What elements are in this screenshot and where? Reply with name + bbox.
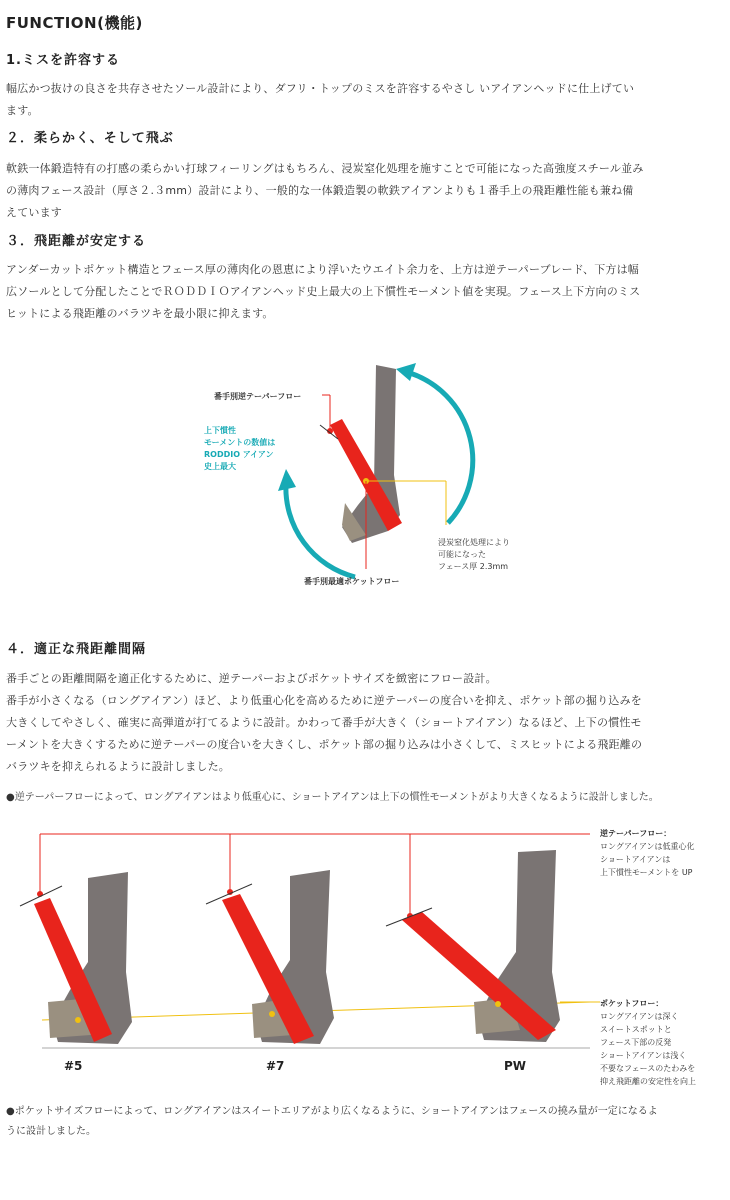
- section-3-line: 広ソールとして分配したことでＲＯＤＤＩＯアイアンヘッド史上最大の上下慣性モーメント値を実現。フェース上下方向のミス: [6, 285, 641, 298]
- section-4-line: 番手が小さくなる（ロングアイアン）ほど、より低重心化を高めるために逆テーパーの度合いを抑え、ポケット部の掘り込みを: [6, 694, 642, 707]
- section-2-line: えています: [6, 206, 62, 219]
- section-4-line: ーメントを大きくするために逆テーパーの度合いを大きくし、ポケット部の掘り込みは小さくして、ミスヒットによる飛距離の: [6, 738, 643, 751]
- label-taper-line: 上下慣性モーメントを UP: [600, 868, 693, 877]
- label-moi-line: RODDIO アイアン: [204, 450, 274, 459]
- section-1-line: 幅広かつ抜けの良さを共存させたソール設計により、ダフリ・トップのミスを許容するやさし いアイアンヘッドに仕上げてい: [6, 82, 635, 95]
- label-taper-line: ロングアイアンは低重心化: [600, 842, 695, 851]
- label-pocket-line: 抑え飛距離の安定性を向上: [600, 1077, 696, 1086]
- section-2-line: 軟鉄一体鍛造特有の打感の柔らかい打球フィーリングはもちろん、浸炭窒化処理を施すことで可能になった高強度スチール並み: [6, 162, 644, 175]
- section-3-line: ヒットによる飛距離のバラツキを最小限に抑えます。: [6, 307, 274, 320]
- section-1-line: ます。: [6, 104, 39, 117]
- section-3-body: [6, 259, 721, 325]
- label-pocket-line: フェース下部の反発: [600, 1038, 672, 1047]
- note-taper-flow: ●逆テーパーフローによって、ロングアイアンはより低重心に、ショートアイアンは上下の慣性モーメントがより大きくなるように設計しました。: [6, 792, 659, 803]
- label-moi-line: 上下慣性: [204, 426, 236, 435]
- label-pocket-line: スイートスポットと: [600, 1025, 672, 1034]
- label-taper-flow: 番手別逆テーパーフロー: [214, 392, 302, 401]
- label-face-thickness-line: 浸炭窒化処理により: [438, 538, 510, 547]
- label-pocket-line: ロングアイアンは深く: [600, 1012, 679, 1021]
- iron-7-head: [206, 870, 334, 1044]
- section-4-title: ４．適正な飛距離間隔: [6, 642, 147, 657]
- section-2-line: の薄肉フェース設計（厚さ２.３mm）設計により、一般的な一体鍛造製の軟鉄アイアンよりも１番手上の飛距離性能も兼ね備: [6, 184, 634, 197]
- section-4-line: 大きくしてやさしく、確実に高弾道が打てるように設計。かわって番手が大きく（ショートアイアン）なるほど、上下の慣性モ: [6, 716, 642, 729]
- section-1-title: 1.ミスを許容する: [6, 53, 120, 68]
- club-label-pw: PW: [504, 1059, 527, 1073]
- iron-pw-head: [386, 850, 560, 1042]
- rotation-arrow-top: [410, 373, 473, 523]
- section-2-title: ２．柔らかく、そして飛ぶ: [6, 131, 174, 146]
- label-pocket-flow: 番手別最適ポケットフロー: [304, 577, 400, 586]
- section-3-title: ３．飛距離が安定する: [6, 234, 147, 249]
- iron-comparison-diagram: [0, 822, 730, 1102]
- club-label-5: #5: [64, 1059, 83, 1073]
- iron-5-head: [20, 872, 132, 1044]
- label-face-thickness-line: 可能になった: [438, 550, 486, 559]
- label-taper-title: 逆テーパーフロー：: [600, 829, 672, 838]
- label-moi-line: 史上最大: [204, 462, 236, 471]
- page-title: FUNCTION(機能): [6, 14, 143, 32]
- label-taper-line: ショートアイアンは: [600, 855, 671, 864]
- section-3-line: アンダーカットポケット構造とフェース厚の薄肉化の恩恵により浮いたウエイト余力を、上方は逆テーパーブレード、下方は幅: [6, 263, 640, 276]
- section-2-body: [6, 158, 721, 224]
- label-pocket-line: 不要なフェースのたわみを: [600, 1064, 696, 1073]
- note-pocket-flow: [6, 1102, 726, 1142]
- iron-cross-section-diagram: [190, 355, 550, 595]
- note-pocket-line: ●ポケットサイズフローによって、ロングアイアンはスイートエリアがより広くなるように、ショートアイアンはフェースの撓み量が一定になるよ: [6, 1106, 658, 1117]
- label-face-thickness-line: フェース厚 2.3mm: [438, 562, 509, 571]
- label-moi-line: モーメントの数値は: [204, 438, 276, 447]
- label-pocket-line: ショートアイアンは浅く: [600, 1051, 687, 1060]
- club-label-7: #7: [266, 1059, 285, 1073]
- arrow-head-icon: [278, 469, 296, 491]
- section-4-body: [6, 668, 721, 778]
- label-pocket-title: ポケットフロー：: [600, 999, 664, 1008]
- arrow-head-icon: [396, 363, 416, 381]
- section-4-line: バラツキを抑えられるように設計しました。: [6, 760, 230, 773]
- note-pocket-line: うに設計しました。: [6, 1126, 96, 1137]
- section-1-body: [6, 78, 721, 122]
- section-4-line: 番手ごとの距離間隔を適正化するために、逆テーパーおよびポケットサイズを緻密にフロー設計。: [6, 672, 497, 685]
